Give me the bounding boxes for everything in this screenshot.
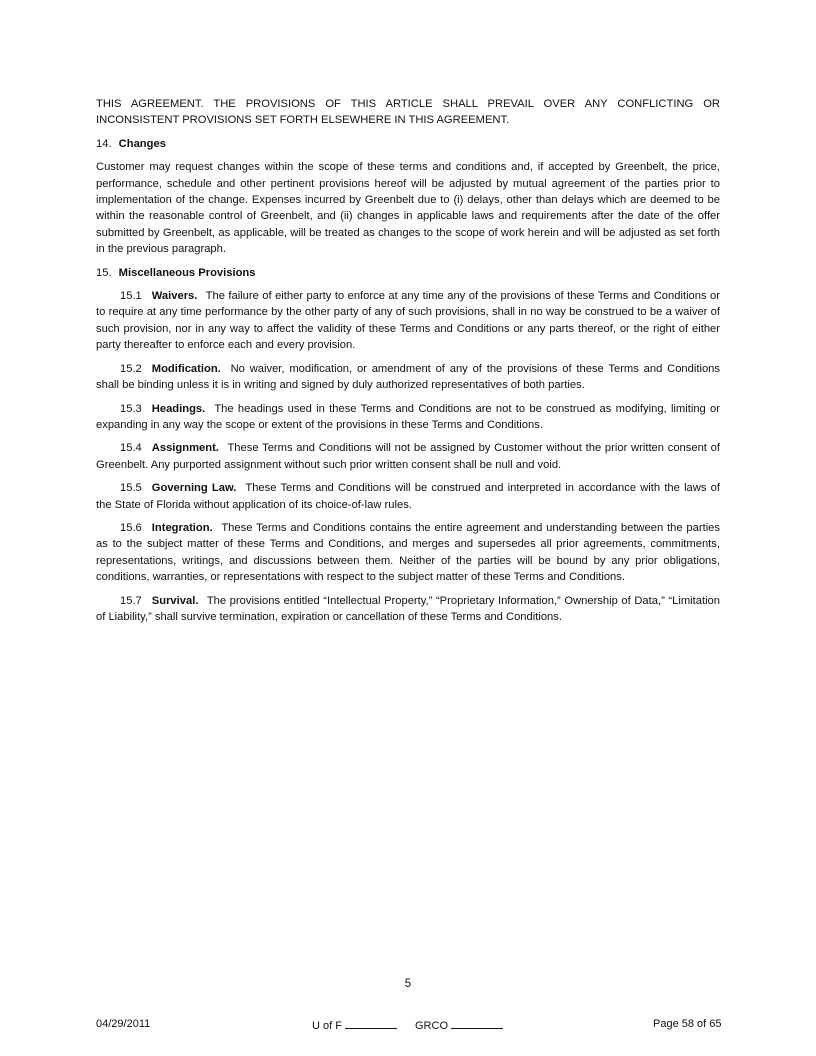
subsection-title: Headings. [151,402,206,415]
subsection-15-3 [96,401,720,434]
subsection-text: The failure of either party to enforce at any time any of the provisions of these Terms and Conditions or to require at any time performance by the other party of any of such provisions, shall in no way be construed to be a waiver of such provision, nor in any way to affect the validity of these Terms and Conditions or any parts thereof, or the right of either party thereafter to enforce each and every provision. [96,290,720,352]
uof-signature-line [345,1018,397,1029]
section-14-number: 14. [96,137,112,150]
document-body [96,96,720,632]
subsection-title: Survival. [151,594,199,607]
subsection-15-2 [96,361,720,394]
grco-signature-line [451,1018,503,1029]
subsection-15-6 [96,520,720,586]
subsection-title: Modification. [151,362,221,375]
subsection-number: 15.1 [120,290,142,303]
footer-uof-initials [312,1018,397,1032]
subsection-15-4 [96,440,720,473]
section-14-body: Customer may request changes within the scope of these terms and conditions and, if accepted by Greenbelt, the price, performance, schedule and other pertinent provisions hereof will be adjusted by mutual agreement of the parties prior to implementation of the change. Expenses incurred by Greenbelt due to (i) delays, other than delays which are deemed to be within the reasonable control of Greenbelt, and (ii) changes in applicable laws and requirements after the date of the offer submitted by Greenbelt, as applicable, will be treated as changes to the scope of work herein and will be adjusted as set forth in the previous paragraph. [96,161,720,256]
subsection-number: 15.7 [120,594,142,607]
subsection-number: 15.4 [120,442,142,455]
section-15-title: Miscellaneous Provisions [118,266,256,279]
subsection-text: These Terms and Conditions contains the entire agreement and understanding between the parties as to the subject matter of these Terms and Conditions, and merges and supersedes all prior agreements, commitments, representations, writings, and discussions between them. Neither of the parties will be bound by any prior obligations, conditions, warranties, or representations with respect to the subject matter of these Terms and Conditions. [96,521,720,584]
section-15-number: 15. [96,266,112,279]
subsection-15-5 [96,480,720,513]
subsection-text: No waiver, modification, or amendment of any of the provisions of these Terms and Conditions shall be binding unless it is in writing and signed by duly authorized representatives of both parties. [96,362,720,392]
subsection-15-1 [96,288,720,354]
section-15-heading [96,265,720,281]
subsection-text: The provisions entitled “Intellectual Property,” “Proprietary Information,” Ownership of Data,” “Limitation of Liability,” shall survive termination, expiration or cancellation of these Terms and Conditions. [96,594,720,623]
subsection-number: 15.2 [120,362,142,375]
footer-uof-label: U of F [312,1020,342,1032]
subsection-text: These Terms and Conditions will not be assigned by Customer without the prior written consent of Greenbelt. Any purported assignment without such prior written consent shall be null and void. [96,442,720,471]
subsection-title: Waivers. [151,290,198,303]
subsection-text: The headings used in these Terms and Conditions are not to be construed as modifying, limiting or expanding in any way the scope or extent of the provisions in these Terms and Conditions. [96,402,720,431]
footer-grco-initials [415,1018,503,1032]
subsection-number: 15.6 [120,521,142,534]
footer-grco-label: GRCO [415,1020,448,1032]
subsection-title: Integration. [151,521,213,534]
subsection-text: These Terms and Conditions will be construed and interpreted in accordance with the laws of the State of Florida without application of its choice-of-law rules. [96,482,720,511]
section-14-heading [96,136,720,152]
subsection-15-7 [96,593,720,626]
footer-date: 04/29/2011 [96,1018,151,1030]
footer-page-count: Page 58 of 65 [653,1018,722,1030]
intro-paragraph: THIS AGREEMENT. THE PROVISIONS OF THIS ARTICLE SHALL PREVAIL OVER ANY CONFLICTING OR INCONSISTENT PROVISIONS SET FORTH ELSEWHERE IN THIS AGREEMENT. [96,98,720,127]
subsection-number: 15.3 [120,402,142,415]
subsection-title: Governing Law. [151,482,237,495]
section-14-title: Changes [118,137,166,150]
subsection-number: 15.5 [120,482,142,495]
subsection-title: Assignment. [151,442,219,455]
page-number: 5 [404,978,412,990]
